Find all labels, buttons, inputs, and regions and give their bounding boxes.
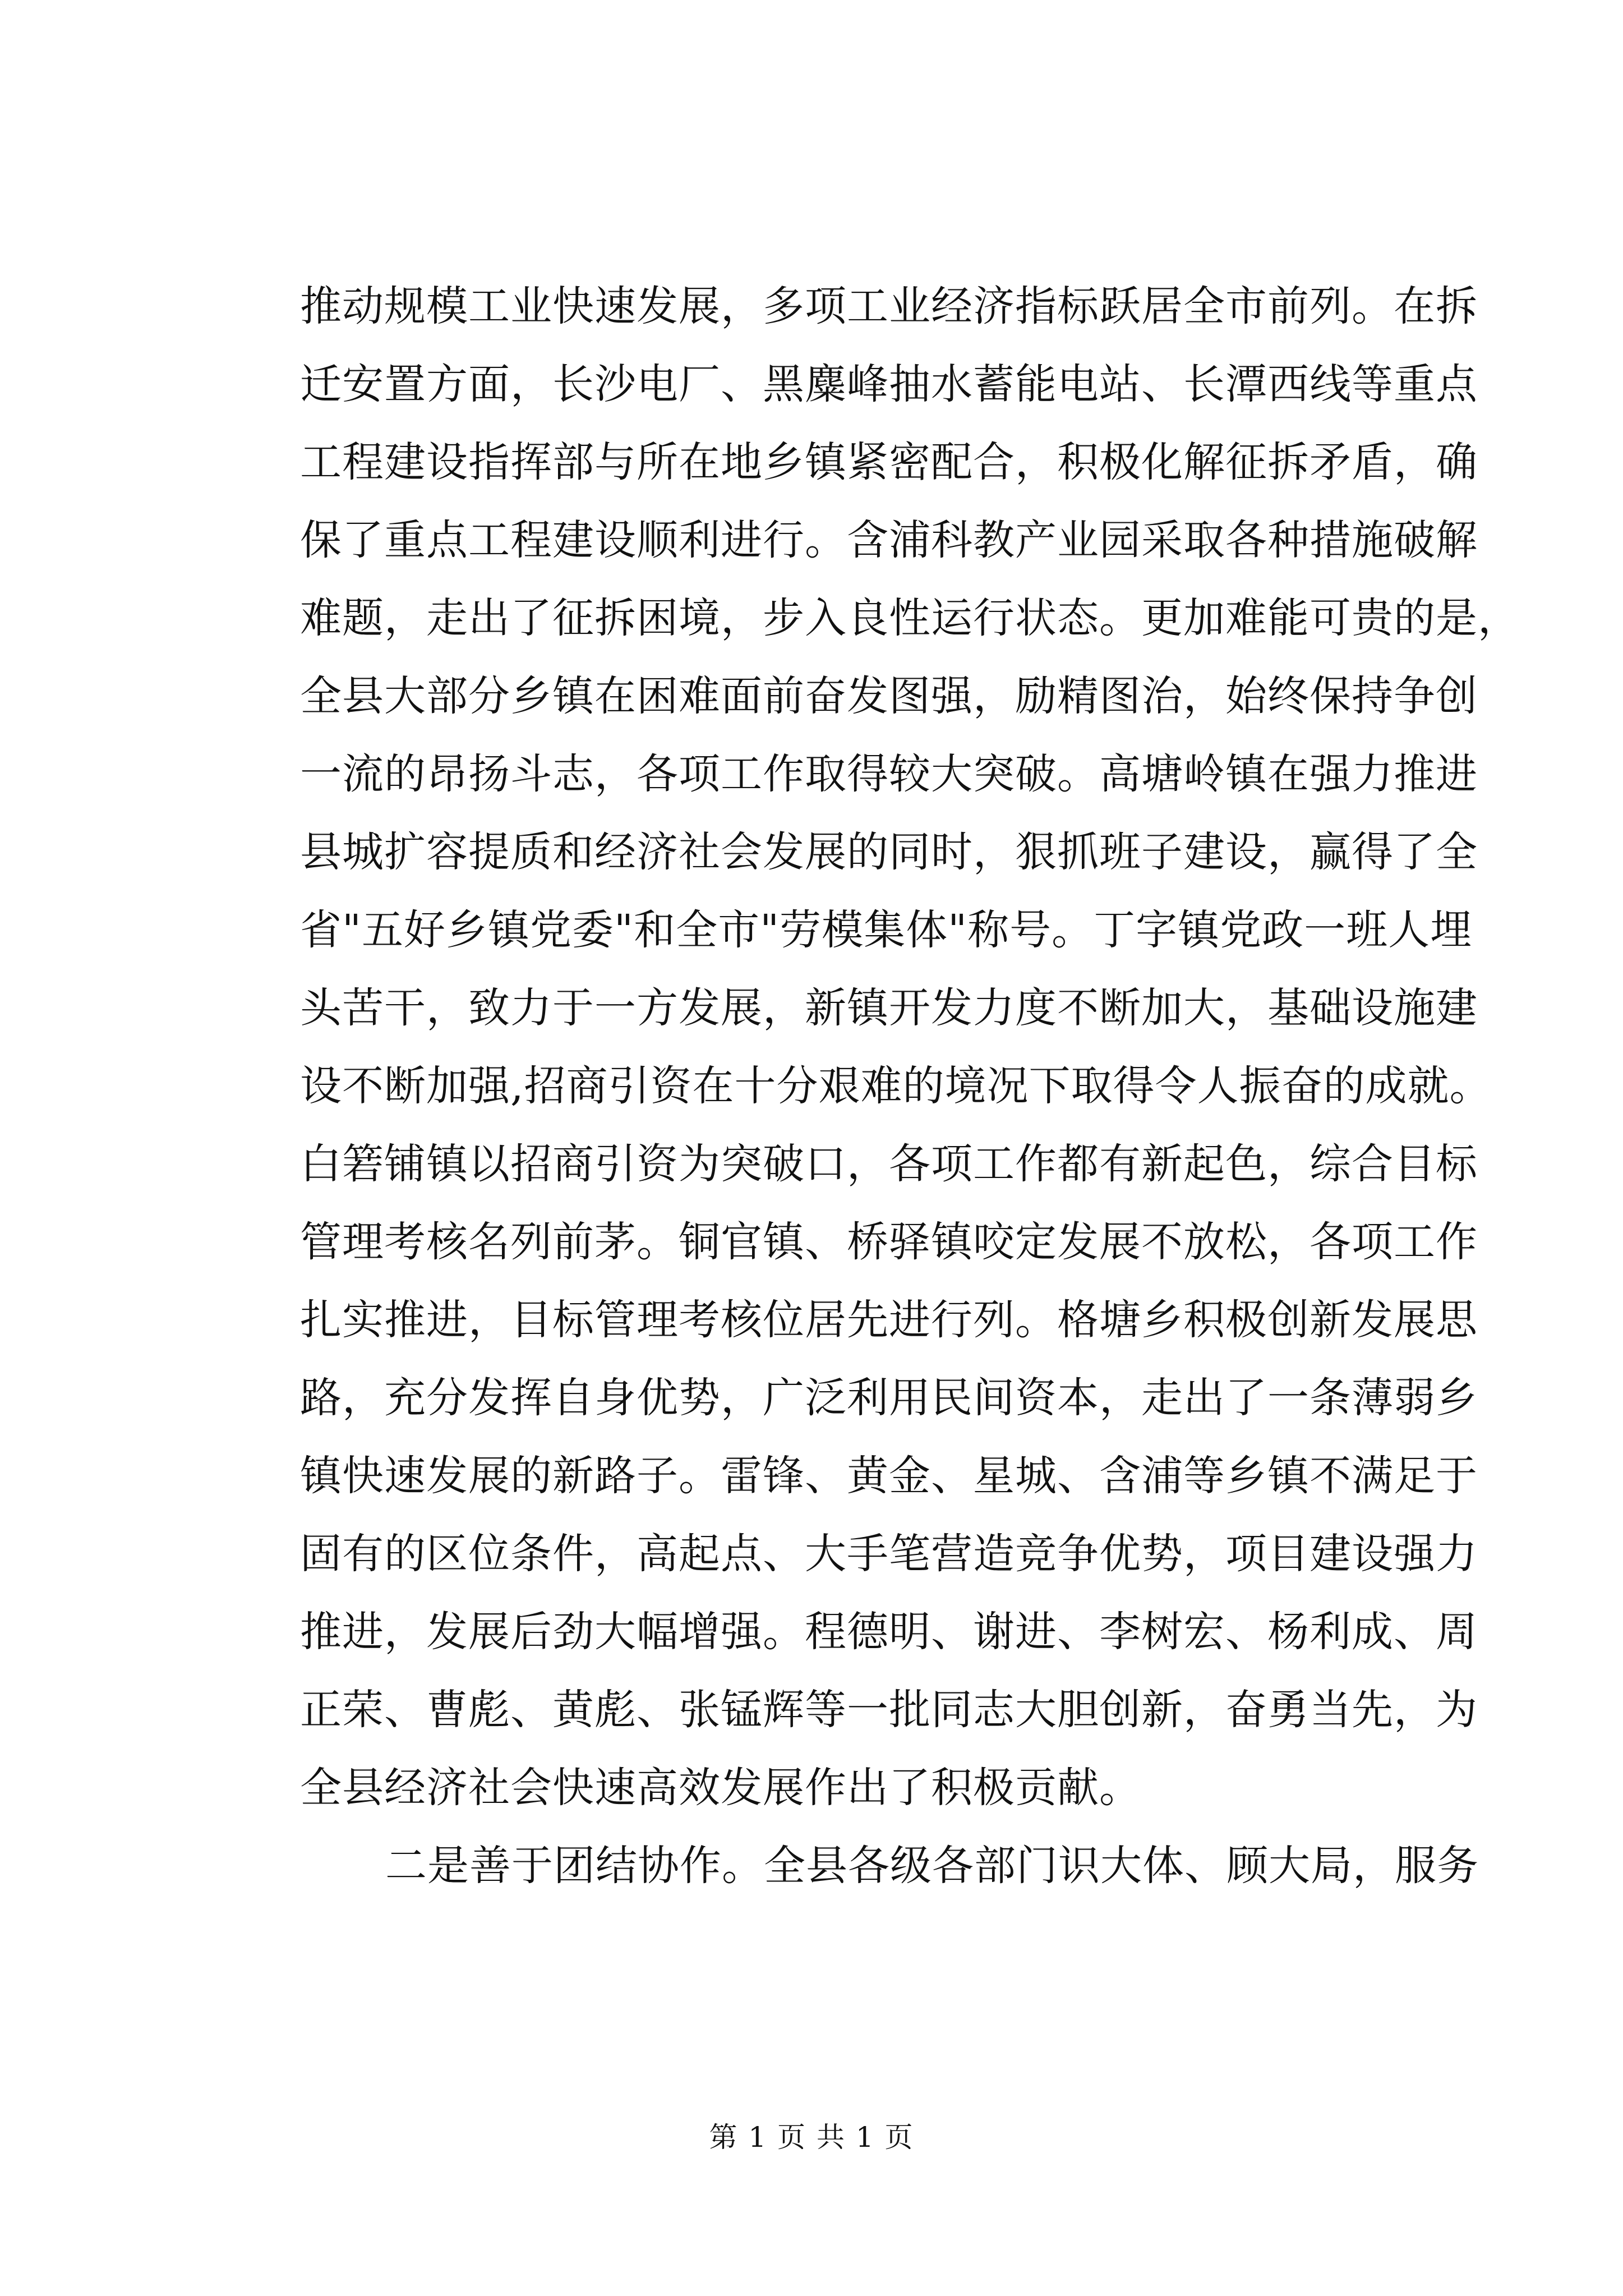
text-line: 扎实推进，目标管理考核位居先进行列。格塘乡积极创新发展思 <box>300 1296 1478 1344</box>
text-line: 全县大部分乡镇在困难面前奋发图强，励精图治，始终保持争创 <box>300 672 1478 720</box>
text-line: 推动规模工业快速发展，多项工业经济指标跃居全市前列。在拆 <box>300 282 1478 330</box>
text-line: 推进，发展后劲大幅增强。程德明、谢进、李树宏、杨利成、周 <box>300 1608 1478 1656</box>
text-line: 迁安置方面，长沙电厂、黑麋峰抽水蓄能电站、长潭西线等重点 <box>300 360 1478 408</box>
paragraph-start-line: 二是善于团结协作。全县各级各部门识大体、顾大局，服务 <box>385 1842 1479 1890</box>
page-footer: 第 1 页 共 1 页 <box>709 2121 914 2154</box>
text-line: 工程建设指挥部与所在地乡镇紧密配合，积极化解征拆矛盾，确 <box>300 438 1478 486</box>
text-line: 难题，走出了征拆困境，步入良性运行状态。更加难能可贵的是， <box>300 594 1520 642</box>
text-line: 保了重点工程建设顺利进行。含浦科教产业园采取各种措施破解 <box>300 516 1478 564</box>
text-line: 头苦干，致力于一方发展，新镇开发力度不断加大，基础设施建 <box>300 984 1478 1032</box>
text-line: 正荣、曹彪、黄彪、张锰辉等一批同志大胆创新，奋勇当先，为 <box>300 1686 1478 1734</box>
text-line: 固有的区位条件，高起点、大手笔营造竞争优势，项目建设强力 <box>300 1530 1478 1578</box>
text-line: 一流的昂扬斗志，各项工作取得较大突破。高塘岭镇在强力推进 <box>300 750 1478 798</box>
text-line: 全县经济社会快速高效发展作出了积极贡献。 <box>300 1764 1141 1812</box>
text-line: 省"五好乡镇党委"和全市"劳模集体"称号。丁字镇党政一班人埋 <box>300 906 1473 954</box>
text-line: 路，充分发挥自身优势，广泛利用民间资本，走出了一条薄弱乡 <box>300 1374 1478 1422</box>
text-line: 白箬铺镇以招商引资为突破口，各项工作都有新起色，综合目标 <box>300 1140 1478 1188</box>
text-line: 镇快速发展的新路子。雷锋、黄金、星城、含浦等乡镇不满足于 <box>300 1452 1478 1500</box>
text-line: 县城扩容提质和经济社会发展的同时，狠抓班子建设，赢得了全 <box>300 828 1478 876</box>
text-line: 管理考核名列前茅。铜官镇、桥驿镇咬定发展不放松，各项工作 <box>300 1218 1478 1266</box>
text-line: 设不断加强,招商引资在十分艰难的境况下取得令人振奋的成就。 <box>300 1062 1492 1110</box>
